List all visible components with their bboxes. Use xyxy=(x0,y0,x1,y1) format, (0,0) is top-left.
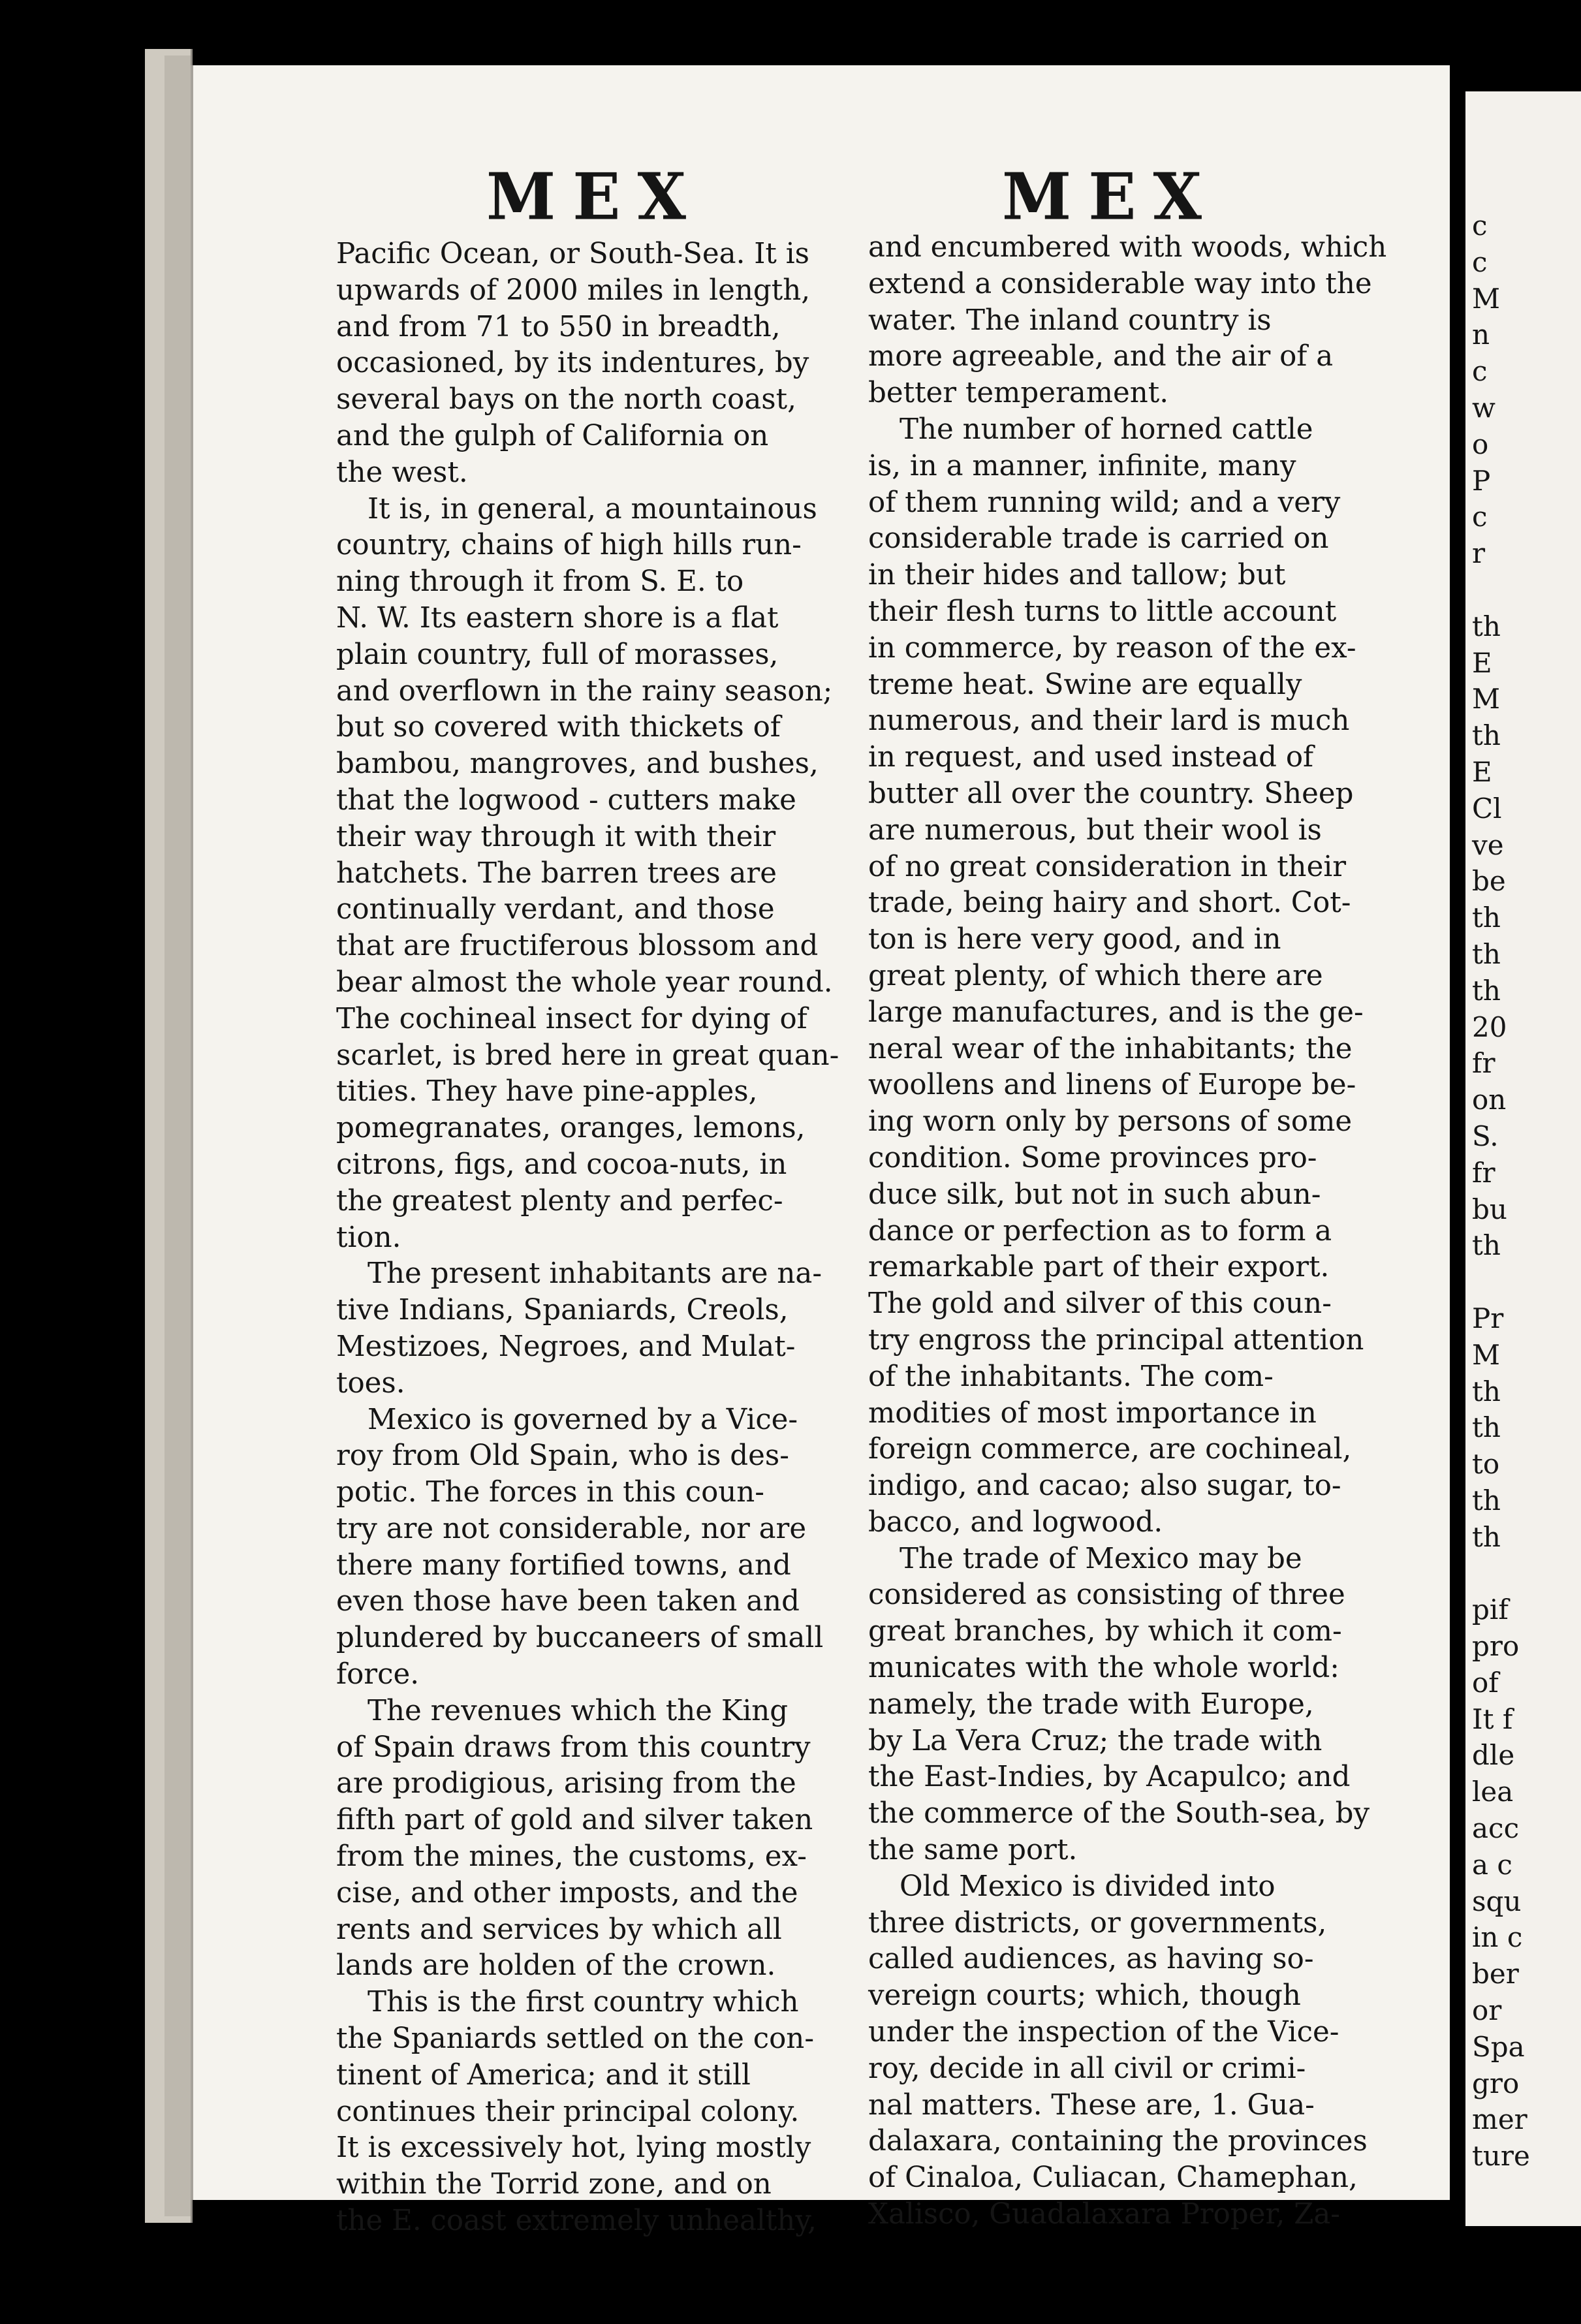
fragment-line: M xyxy=(1472,683,1501,715)
fragment-line: th xyxy=(1472,1484,1501,1516)
fragment-line: th xyxy=(1472,719,1501,752)
fragment-line: P xyxy=(1472,464,1491,497)
fragment-line: r xyxy=(1472,537,1486,570)
fragment-line: 20 xyxy=(1472,1011,1507,1043)
text-line: neral wear of the inhabitants; the xyxy=(868,1032,1353,1065)
text-line: considerable trade is carried on xyxy=(868,522,1329,556)
text-column-two xyxy=(868,230,1417,2233)
fragment-line: bu xyxy=(1472,1193,1507,1225)
text-line: by La Vera Cruz; the trade with xyxy=(868,1724,1323,1757)
text-line: modities of most importance in xyxy=(868,1396,1317,1430)
text-line: hatchets. The barren trees are xyxy=(336,856,777,890)
text-line: of them running wild; and a very xyxy=(868,486,1341,519)
text-line: are prodigious, arising from the xyxy=(336,1767,796,1800)
fragment-line: th xyxy=(1472,1520,1501,1553)
text-line: citrons, figs, and cocoa-nuts, in xyxy=(336,1148,787,1181)
text-line: municates with the whole world: xyxy=(868,1652,1339,1685)
fragment-line: fr xyxy=(1472,1156,1495,1189)
text-line: the west. xyxy=(336,456,468,489)
text-line: is, in a manner, infinite, many xyxy=(868,449,1296,482)
text-column-one xyxy=(336,236,858,2240)
fragment-line: Cl xyxy=(1472,792,1502,824)
fragment-line: mer xyxy=(1472,2103,1527,2136)
text-line: tities. They have pine-apples, xyxy=(336,1075,758,1108)
text-line: The present inhabitants are na- xyxy=(368,1257,822,1291)
text-line: three districts, or governments, xyxy=(868,1906,1327,1939)
text-line: potic. The forces in this coun- xyxy=(336,1476,764,1509)
fragment-line: gro xyxy=(1472,2067,1520,2099)
text-line: even those have been taken and xyxy=(336,1585,800,1618)
fragment-line: th xyxy=(1472,1411,1501,1444)
text-line: their way through it with their xyxy=(336,820,776,853)
text-line: more agreeable, and the air of a xyxy=(868,340,1334,373)
fragment-line: on xyxy=(1472,1084,1507,1116)
text-line: roy, decide in all civil or crimi- xyxy=(868,2052,1306,2085)
text-line: trade, being hairy and short. Cot- xyxy=(868,887,1351,920)
fragment-line: c xyxy=(1472,355,1488,388)
text-line: that are fructiferous blossom and xyxy=(336,930,819,963)
fragment-line xyxy=(1472,1555,1530,1592)
page-stack-edge xyxy=(164,55,193,2216)
text-line: The gold and silver of this coun- xyxy=(868,1287,1332,1321)
fragment-line: th xyxy=(1472,1229,1501,1262)
text-line: that the logwood - cutters make xyxy=(336,783,796,817)
text-line: extend a considerable way into the xyxy=(868,267,1372,300)
fragment-line: S. xyxy=(1472,1120,1499,1152)
text-line: It is excessively hot, lying mostly xyxy=(336,2131,811,2165)
text-line: and overflown in the rainy season; xyxy=(336,674,833,708)
fragment-line: lea xyxy=(1472,1776,1514,1808)
fragment-line: c xyxy=(1472,245,1488,278)
text-line: within the Torrid zone, and on xyxy=(336,2168,772,2201)
text-line: The trade of Mexico may be xyxy=(900,1542,1302,1575)
text-line: Old Mexico is divided into xyxy=(900,1870,1276,1903)
text-line: Xalisco, Guadalaxara Proper, Za- xyxy=(868,2198,1340,2231)
text-line: the commerce of the South-sea, by xyxy=(868,1797,1370,1830)
text-line: tive Indians, Spaniards, Creols, xyxy=(336,1294,789,1327)
text-line: and the gulph of California on xyxy=(336,419,769,452)
fragment-line: n xyxy=(1472,319,1490,351)
fragment-line: E xyxy=(1472,646,1492,679)
text-line: plain country, full of morasses, xyxy=(336,638,779,671)
fragment-line: Pr xyxy=(1472,1302,1504,1334)
text-line: their flesh turns to little account xyxy=(868,595,1337,628)
text-line: condition. Some provinces pro- xyxy=(868,1141,1317,1174)
text-line: Mestizoes, Negroes, and Mulat- xyxy=(336,1330,796,1363)
text-line: continues their principal colony. xyxy=(336,2095,800,2128)
text-line: cise, and other imposts, and the xyxy=(336,1876,798,1909)
fragment-line: dle xyxy=(1472,1739,1515,1772)
text-line: dance or perfection as to form a xyxy=(868,1214,1332,1248)
fragment-line: M xyxy=(1472,282,1501,315)
running-head-left: MEX xyxy=(486,159,703,235)
text-line: are numerous, but their wool is xyxy=(868,813,1322,847)
fragment-line: ber xyxy=(1472,1958,1519,1990)
text-line: great plenty, of which there are xyxy=(868,959,1323,992)
text-line: The number of horned cattle xyxy=(900,413,1313,446)
text-line: namely, the trade with Europe, xyxy=(868,1688,1314,1721)
text-line: occasioned, by its indentures, by xyxy=(336,347,809,380)
text-line: vereign courts; which, though xyxy=(868,1979,1301,2013)
text-line: of no great consideration in their xyxy=(868,850,1347,883)
fragment-line: ve xyxy=(1472,828,1504,861)
text-line: in request, and used instead of xyxy=(868,741,1314,774)
text-line: called audiences, as having so- xyxy=(868,1943,1314,1976)
fragment-line: Spa xyxy=(1472,2030,1525,2063)
fragment-line: be xyxy=(1472,865,1506,898)
fragment-line xyxy=(1472,572,1530,608)
fragment-line: pif xyxy=(1472,1594,1509,1626)
text-line: woollens and linens of Europe be- xyxy=(868,1069,1356,1102)
running-head-right: MEX xyxy=(1002,159,1219,235)
fragment-line: acc xyxy=(1472,1812,1520,1845)
text-line: Pacific Ocean, or South-Sea. It is xyxy=(336,238,809,270)
text-line: plundered by buccaneers of small xyxy=(336,1622,824,1655)
fragment-line: It f xyxy=(1472,1703,1513,1735)
text-line: tion. xyxy=(336,1221,401,1254)
text-line: ing worn only by persons of some xyxy=(868,1105,1353,1138)
text-line: and from 71 to 550 in breadth, xyxy=(336,310,781,343)
text-line: of Cinaloa, Culiacan, Chamephan, xyxy=(868,2161,1358,2195)
text-line: rents and services by which all xyxy=(336,1913,782,1946)
text-line: considered as consisting of three xyxy=(868,1578,1345,1612)
fragment-line: squ xyxy=(1472,1885,1522,1917)
text-line: but so covered with thickets of xyxy=(336,711,781,744)
text-line: country, chains of high hills run- xyxy=(336,529,802,562)
text-line: of Spain draws from this country xyxy=(336,1731,811,1764)
text-line: better temperament. xyxy=(868,377,1169,410)
text-line: upwards of 2000 miles in length, xyxy=(336,274,811,307)
text-line: the Spaniards settled on the con- xyxy=(336,2022,815,2056)
fragment-line: th xyxy=(1472,974,1501,1007)
text-line: It is, in general, a mountainous xyxy=(368,492,817,526)
text-line: the East-Indies, by Acapulco; and xyxy=(868,1761,1351,1794)
fragment-line: in c xyxy=(1472,1921,1523,1954)
text-line: the same port. xyxy=(868,1834,1078,1867)
text-line: foreign commerce, are cochineal, xyxy=(868,1433,1352,1466)
fragment-line: c xyxy=(1472,501,1488,533)
text-line: in commerce, by reason of the ex- xyxy=(868,631,1356,665)
fragment-line: w xyxy=(1472,391,1495,424)
text-line: treme heat. Swine are equally xyxy=(868,668,1302,701)
text-line: continually verdant, and those xyxy=(336,893,775,926)
text-line: remarkable part of their export. xyxy=(868,1251,1330,1284)
fragment-line: th xyxy=(1472,1375,1501,1407)
text-line: N. W. Its eastern shore is a flat xyxy=(336,601,779,635)
fragment-line: a c xyxy=(1472,1848,1512,1881)
right-page-text-fragment xyxy=(1472,208,1530,2175)
fragment-line: th xyxy=(1472,902,1501,934)
text-line: indigo, and cacao; also sugar, to- xyxy=(868,1469,1341,1503)
text-line: from the mines, the customs, ex- xyxy=(336,1840,807,1874)
text-line: The cochineal insect for dying of xyxy=(336,1002,807,1035)
text-line: lands are holden of the crown. xyxy=(336,1949,776,1983)
text-line: the E. coast extremely unhealthy, xyxy=(336,2205,817,2238)
text-line: Mexico is governed by a Vice- xyxy=(368,1403,798,1436)
fragment-line: o xyxy=(1472,428,1489,460)
text-line: ton is here very good, and in xyxy=(868,923,1281,956)
fragment-line: to xyxy=(1472,1448,1500,1481)
fragment-line: c xyxy=(1472,210,1488,242)
text-line: large manufactures, and is the ge- xyxy=(868,996,1364,1029)
text-line: great branches, by which it com- xyxy=(868,1615,1342,1648)
fragment-line xyxy=(1472,1264,1530,1300)
text-line: bacco, and logwood. xyxy=(868,1505,1163,1539)
fragment-line: th xyxy=(1472,937,1501,970)
text-line: water. The inland country is xyxy=(868,304,1272,337)
text-line: in their hides and tallow; but xyxy=(868,559,1286,592)
text-line: tinent of America; and it still xyxy=(336,2058,751,2092)
fragment-line: fr xyxy=(1472,1047,1495,1080)
text-line: ning through it from S. E. to xyxy=(336,565,744,599)
text-line: dalaxara, containing the provinces xyxy=(868,2125,1368,2158)
text-line: bambou, mangroves, and bushes, xyxy=(336,747,819,781)
text-line: roy from Old Spain, who is des- xyxy=(336,1439,789,1473)
fragment-line: th xyxy=(1472,610,1501,642)
fragment-line: pro xyxy=(1472,1630,1520,1663)
text-line: the greatest plenty and perfec- xyxy=(336,1184,783,1217)
fragment-line: of xyxy=(1472,1666,1499,1699)
text-line: and encumbered with woods, which xyxy=(868,231,1387,264)
text-line: duce silk, but not in such abun- xyxy=(868,1178,1321,1211)
text-line: The revenues which the King xyxy=(368,1694,789,1727)
text-line: pomegranates, oranges, lemons, xyxy=(336,1112,806,1145)
text-line: try engross the principal attention xyxy=(868,1323,1364,1357)
text-line: fifth part of gold and silver taken xyxy=(336,1804,813,1837)
text-line: of the inhabitants. The com- xyxy=(868,1360,1274,1393)
text-line: toes. xyxy=(336,1366,405,1400)
text-line: This is the first country which xyxy=(368,1986,799,2019)
text-line: butter all over the country. Sheep xyxy=(868,777,1354,810)
text-line: under the inspection of the Vice- xyxy=(868,2016,1339,2049)
text-line: bear almost the whole year round. xyxy=(336,966,833,999)
text-line: force. xyxy=(336,1658,420,1691)
text-line: several bays on the north coast, xyxy=(336,383,796,416)
text-line: try are not considerable, nor are xyxy=(336,1512,807,1545)
fragment-line: ture xyxy=(1472,2140,1530,2173)
fragment-line: E xyxy=(1472,755,1492,788)
text-line: numerous, and their lard is much xyxy=(868,704,1350,738)
fragment-line: M xyxy=(1472,1338,1501,1371)
text-line: there many fortified towns, and xyxy=(336,1548,791,1582)
text-line: scarlet, is bred here in great quan- xyxy=(336,1039,839,1072)
fragment-line: or xyxy=(1472,1994,1502,2027)
text-line: nal matters. These are, 1. Gua- xyxy=(868,2088,1315,2122)
